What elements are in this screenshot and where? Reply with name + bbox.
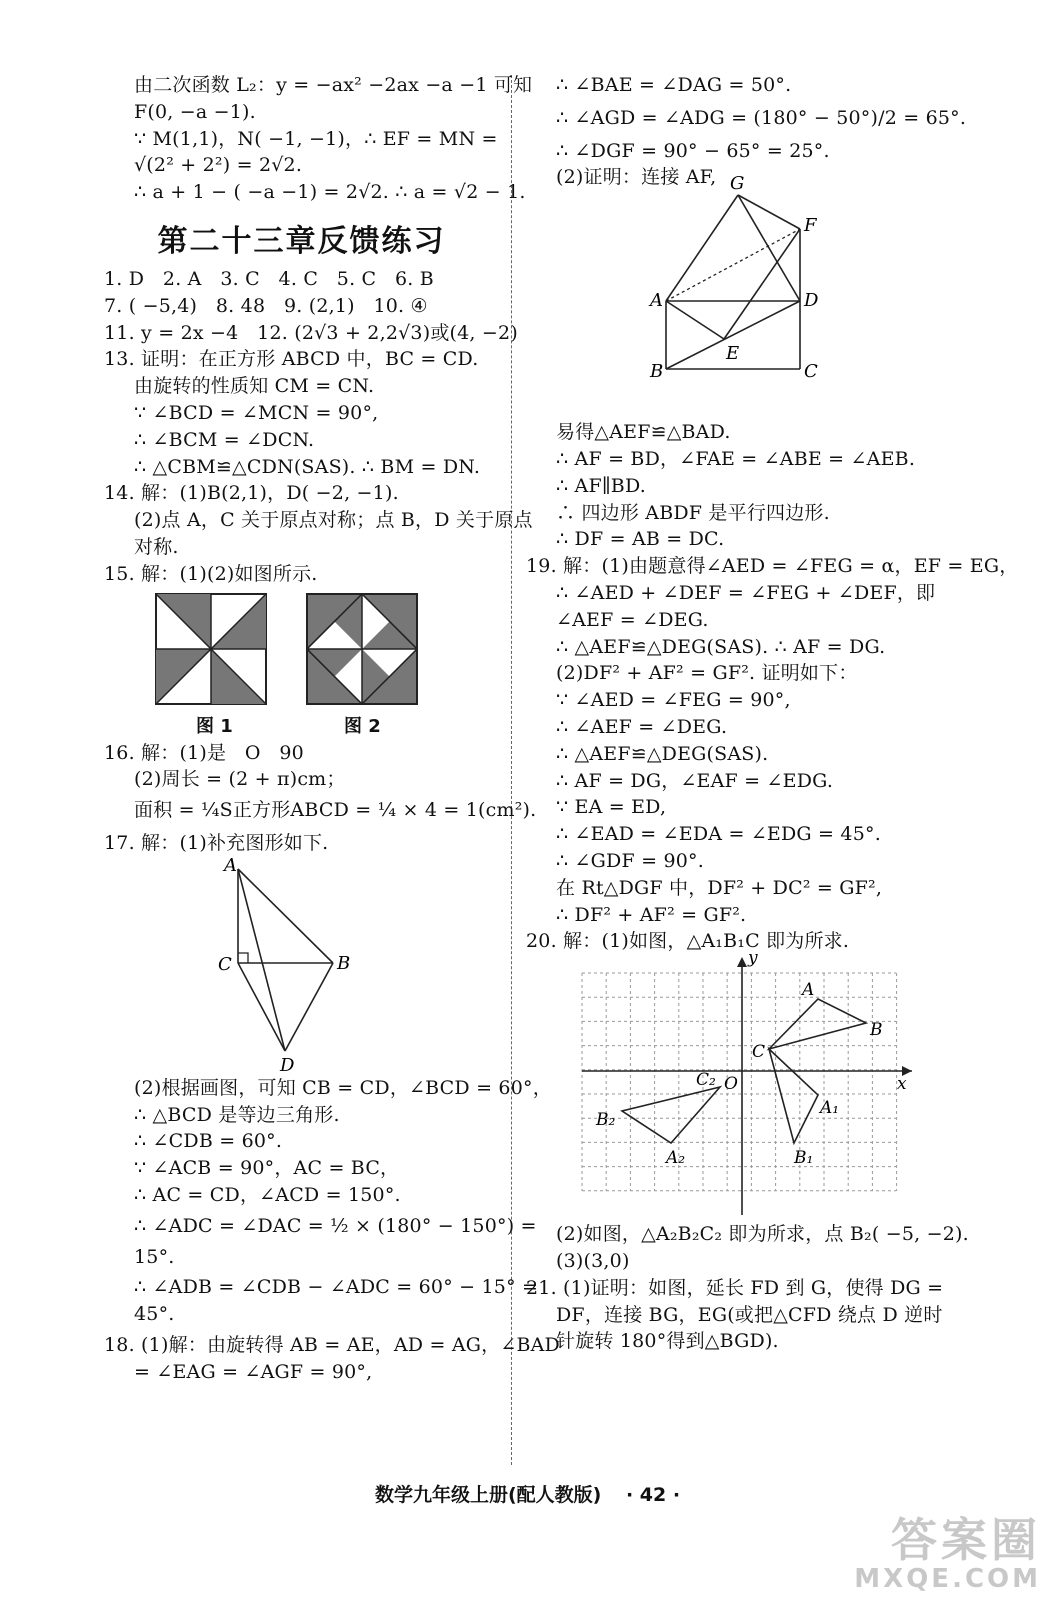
text-line: (2)证明：连接 AF, (556, 166, 717, 189)
q17-line: ∴ △BCD 是等边三角形. (134, 1103, 340, 1126)
q17-line: ∵ ∠ACB = 90°，AC = BC， (134, 1157, 400, 1180)
q20-line: 20. 解：(1)如图，△A₁B₁C 即为所求. (526, 930, 850, 953)
column-divider (511, 75, 512, 1465)
label-C: C (752, 1042, 766, 1063)
q17-figure (104, 854, 499, 1076)
label-E: E (726, 343, 740, 365)
q15-figures (104, 588, 499, 740)
q18-line: ∴ DF = AB = DC. (556, 528, 725, 551)
q18-line: 易得△AEF≌△BAD. (556, 421, 731, 444)
label-B: B (650, 361, 664, 383)
q21-line: 针旋转 180°得到△BGD). (556, 1330, 779, 1353)
label-x: x (897, 1074, 907, 1095)
label-D: D (280, 1054, 295, 1076)
text-line: ∴ ∠DGF = 90° − 65° = 25°. (556, 139, 830, 162)
q19-line: ∴ ∠GDF = 90°. (556, 849, 704, 872)
q19-line: ∴ ∠EAD = ∠EDA = ∠EDG = 45°. (556, 823, 881, 846)
q15-line: 15. 解：(1)(2)如图所示. (104, 562, 318, 585)
answer-line: 11. y = 2x −4 12. (2√3 + 2,2√3)或(4, −2) (104, 321, 518, 344)
label-F: F (804, 215, 817, 237)
q13-line: ∴ ∠BCM = ∠DCN. (134, 428, 315, 451)
q19-line: (2)DF² + AF² = GF². 证明如下： (556, 662, 858, 685)
q20-grid-figure (526, 948, 946, 1221)
q19-line: 在 Rt△DGF 中，DF² + DC² = GF², (556, 876, 883, 899)
text-line: ∴ ∠BAE = ∠DAG = 50°. (556, 74, 792, 96)
watermark-url: MXQE.COM (854, 1564, 1041, 1594)
coordinate-grid (526, 948, 946, 1221)
q16-line: (2)周长 = (2 + π)cm； (134, 768, 346, 791)
q19-line: ∵ ∠AED = ∠FEG = 90°, (556, 689, 791, 712)
page-number: · 42 · (625, 1484, 681, 1506)
label-C2: C₂ (696, 1070, 716, 1091)
q17-line: ∴ AC = CD，∠ACD = 150°. (134, 1183, 401, 1206)
label-A: A (802, 980, 815, 1001)
q13-line: 13. 证明：在正方形 ABCD 中，BC = CD. (104, 348, 479, 371)
text-line: ∴ ∠AGD = ∠ADG = (180° − 50°)/2 = 65°. (556, 106, 967, 129)
q17-line: (2)根据画图，可知 CB = CD，∠BCD = 60°， (134, 1076, 552, 1099)
q21-line: 21. (1)证明：如图，延长 FD 到 G，使得 DG = (526, 1276, 944, 1299)
label-A1: A₁ (820, 1098, 840, 1119)
answer-line: 7. ( −5,4) 8. 48 9. (2,1) 10. ④ (104, 294, 428, 317)
text-line: ∵ M(1,1)，N( −1, −1)，∴ EF = MN = (134, 127, 498, 150)
figure-1 (156, 594, 266, 704)
page-footer (0, 1480, 1055, 1507)
label-C: C (804, 361, 818, 383)
watermark-logo: 答案圈 (891, 1513, 1041, 1567)
q19-line: ∵ EA = ED, (556, 796, 667, 819)
q19-line: ∴ ∠AED + ∠DEF = ∠FEG + ∠DEF，即 (556, 581, 936, 604)
q19-line: ∴ ∠AEF = ∠DEG. (556, 715, 728, 738)
label-A: A (650, 290, 663, 312)
q14-line: 14. 解：(1)B(2,1)，D( −2, −1). (104, 482, 399, 505)
label-B: B (870, 1020, 883, 1041)
q14-line: (2)点 A，C 关于原点对称；点 B，D 关于原点 (134, 509, 533, 532)
q14-line: 对称. (134, 535, 179, 558)
section-title: 第二十三章反馈练习 (157, 223, 446, 259)
q19-line: ∠AEF = ∠DEG. (556, 608, 709, 631)
q19-line: ∴ DF² + AF² = GF². (556, 903, 747, 926)
text-line: ∴ a + 1 − ( −a −1) = 2√2. ∴ a = √2 − 1. (134, 181, 526, 204)
book-title: 数学九年级上册(配人教版) (374, 1484, 602, 1506)
answer-line: 1. D 2. A 3. C 4. C 5. C 6. B (104, 267, 434, 290)
text-line: √(2² + 2²) = 2√2. (134, 154, 303, 177)
q20-line: (3)(3,0) (556, 1249, 630, 1272)
label-A: A (224, 854, 237, 876)
q16-line: 16. 解：(1)是 O 90 (104, 741, 304, 764)
q17-line: ∴ ∠ADB = ∠CDB − ∠ADC = 60° − 15° = (134, 1276, 539, 1299)
figure-1-caption: 图 1 (196, 715, 233, 737)
left-column (104, 72, 560, 1386)
label-A2: A₂ (666, 1148, 686, 1169)
q18-line: 18. (1)解：由旋转得 AB = AE，AD = AG，∠BAD (104, 1333, 560, 1356)
q16-line: 面积 = ¼S正方形ABCD = ¼ × 4 = 1(cm²). (134, 799, 537, 822)
q17-line: 15°. (134, 1245, 175, 1268)
pinwheel-figures (104, 588, 499, 740)
figure-2 (307, 594, 417, 704)
label-B: B (337, 952, 351, 974)
text-line: 由二次函数 L₂：y = −ax² −2ax −a −1 可知 (134, 74, 533, 96)
q17-line: ∴ ∠ADC = ∠DAC = ½ × (180° − 150°) = (134, 1214, 537, 1237)
figure-2-caption: 图 2 (344, 715, 381, 737)
q18-line: = ∠EAG = ∠AGF = 90°, (134, 1360, 373, 1383)
label-D: D (804, 290, 819, 312)
q19-line: ∴ △AEF≌△DEG(SAS). ∴ AF = DG. (556, 635, 886, 658)
label-C: C (218, 953, 232, 975)
q18-line: ∴ AF∥BD. (556, 474, 646, 497)
text-line: F(0, −a −1). (134, 100, 256, 123)
q18-line: ∴ AF = BD，∠FAE = ∠ABE = ∠AEB. (556, 447, 916, 470)
q19-line: 19. 解：(1)由题意得∠AED = ∠FEG = α，EF = EG， (526, 555, 1019, 578)
q13-line: ∵ ∠BCD = ∠MCN = 90°, (134, 401, 379, 424)
q18-line: ∴ 四边形 ABDF 是平行四边形. (556, 501, 830, 524)
q21-line: DF，连接 BG，EG(或把△CFD 绕点 D 逆时 (556, 1303, 943, 1326)
label-O: O (724, 1074, 738, 1095)
q13-line: ∴ △CBM≌△CDN(SAS). ∴ BM = DN. (134, 455, 481, 478)
right-column (526, 72, 1019, 1355)
q17-line: ∴ ∠CDB = 60°. (134, 1130, 283, 1153)
label-G: G (730, 173, 745, 195)
label-B2: B₂ (596, 1110, 616, 1131)
q20-line: (2)如图，△A₂B₂C₂ 即为所求，点 B₂( −5, −2). (556, 1223, 969, 1246)
q19-line: ∴ AF = DG，∠EAF = ∠EDG. (556, 769, 834, 792)
label-B1: B₁ (794, 1148, 814, 1169)
label-y: y (748, 948, 758, 969)
q17-line: 17. 解：(1)补充图形如下. (104, 831, 329, 854)
q19-line: ∴ △AEF≌△DEG(SAS). (556, 742, 769, 765)
q17-line: 45°. (134, 1303, 175, 1326)
q13-line: 由旋转的性质知 CM = CN. (134, 375, 375, 398)
watermark (854, 1513, 1041, 1594)
triangle-abcd-figure (104, 854, 499, 1076)
